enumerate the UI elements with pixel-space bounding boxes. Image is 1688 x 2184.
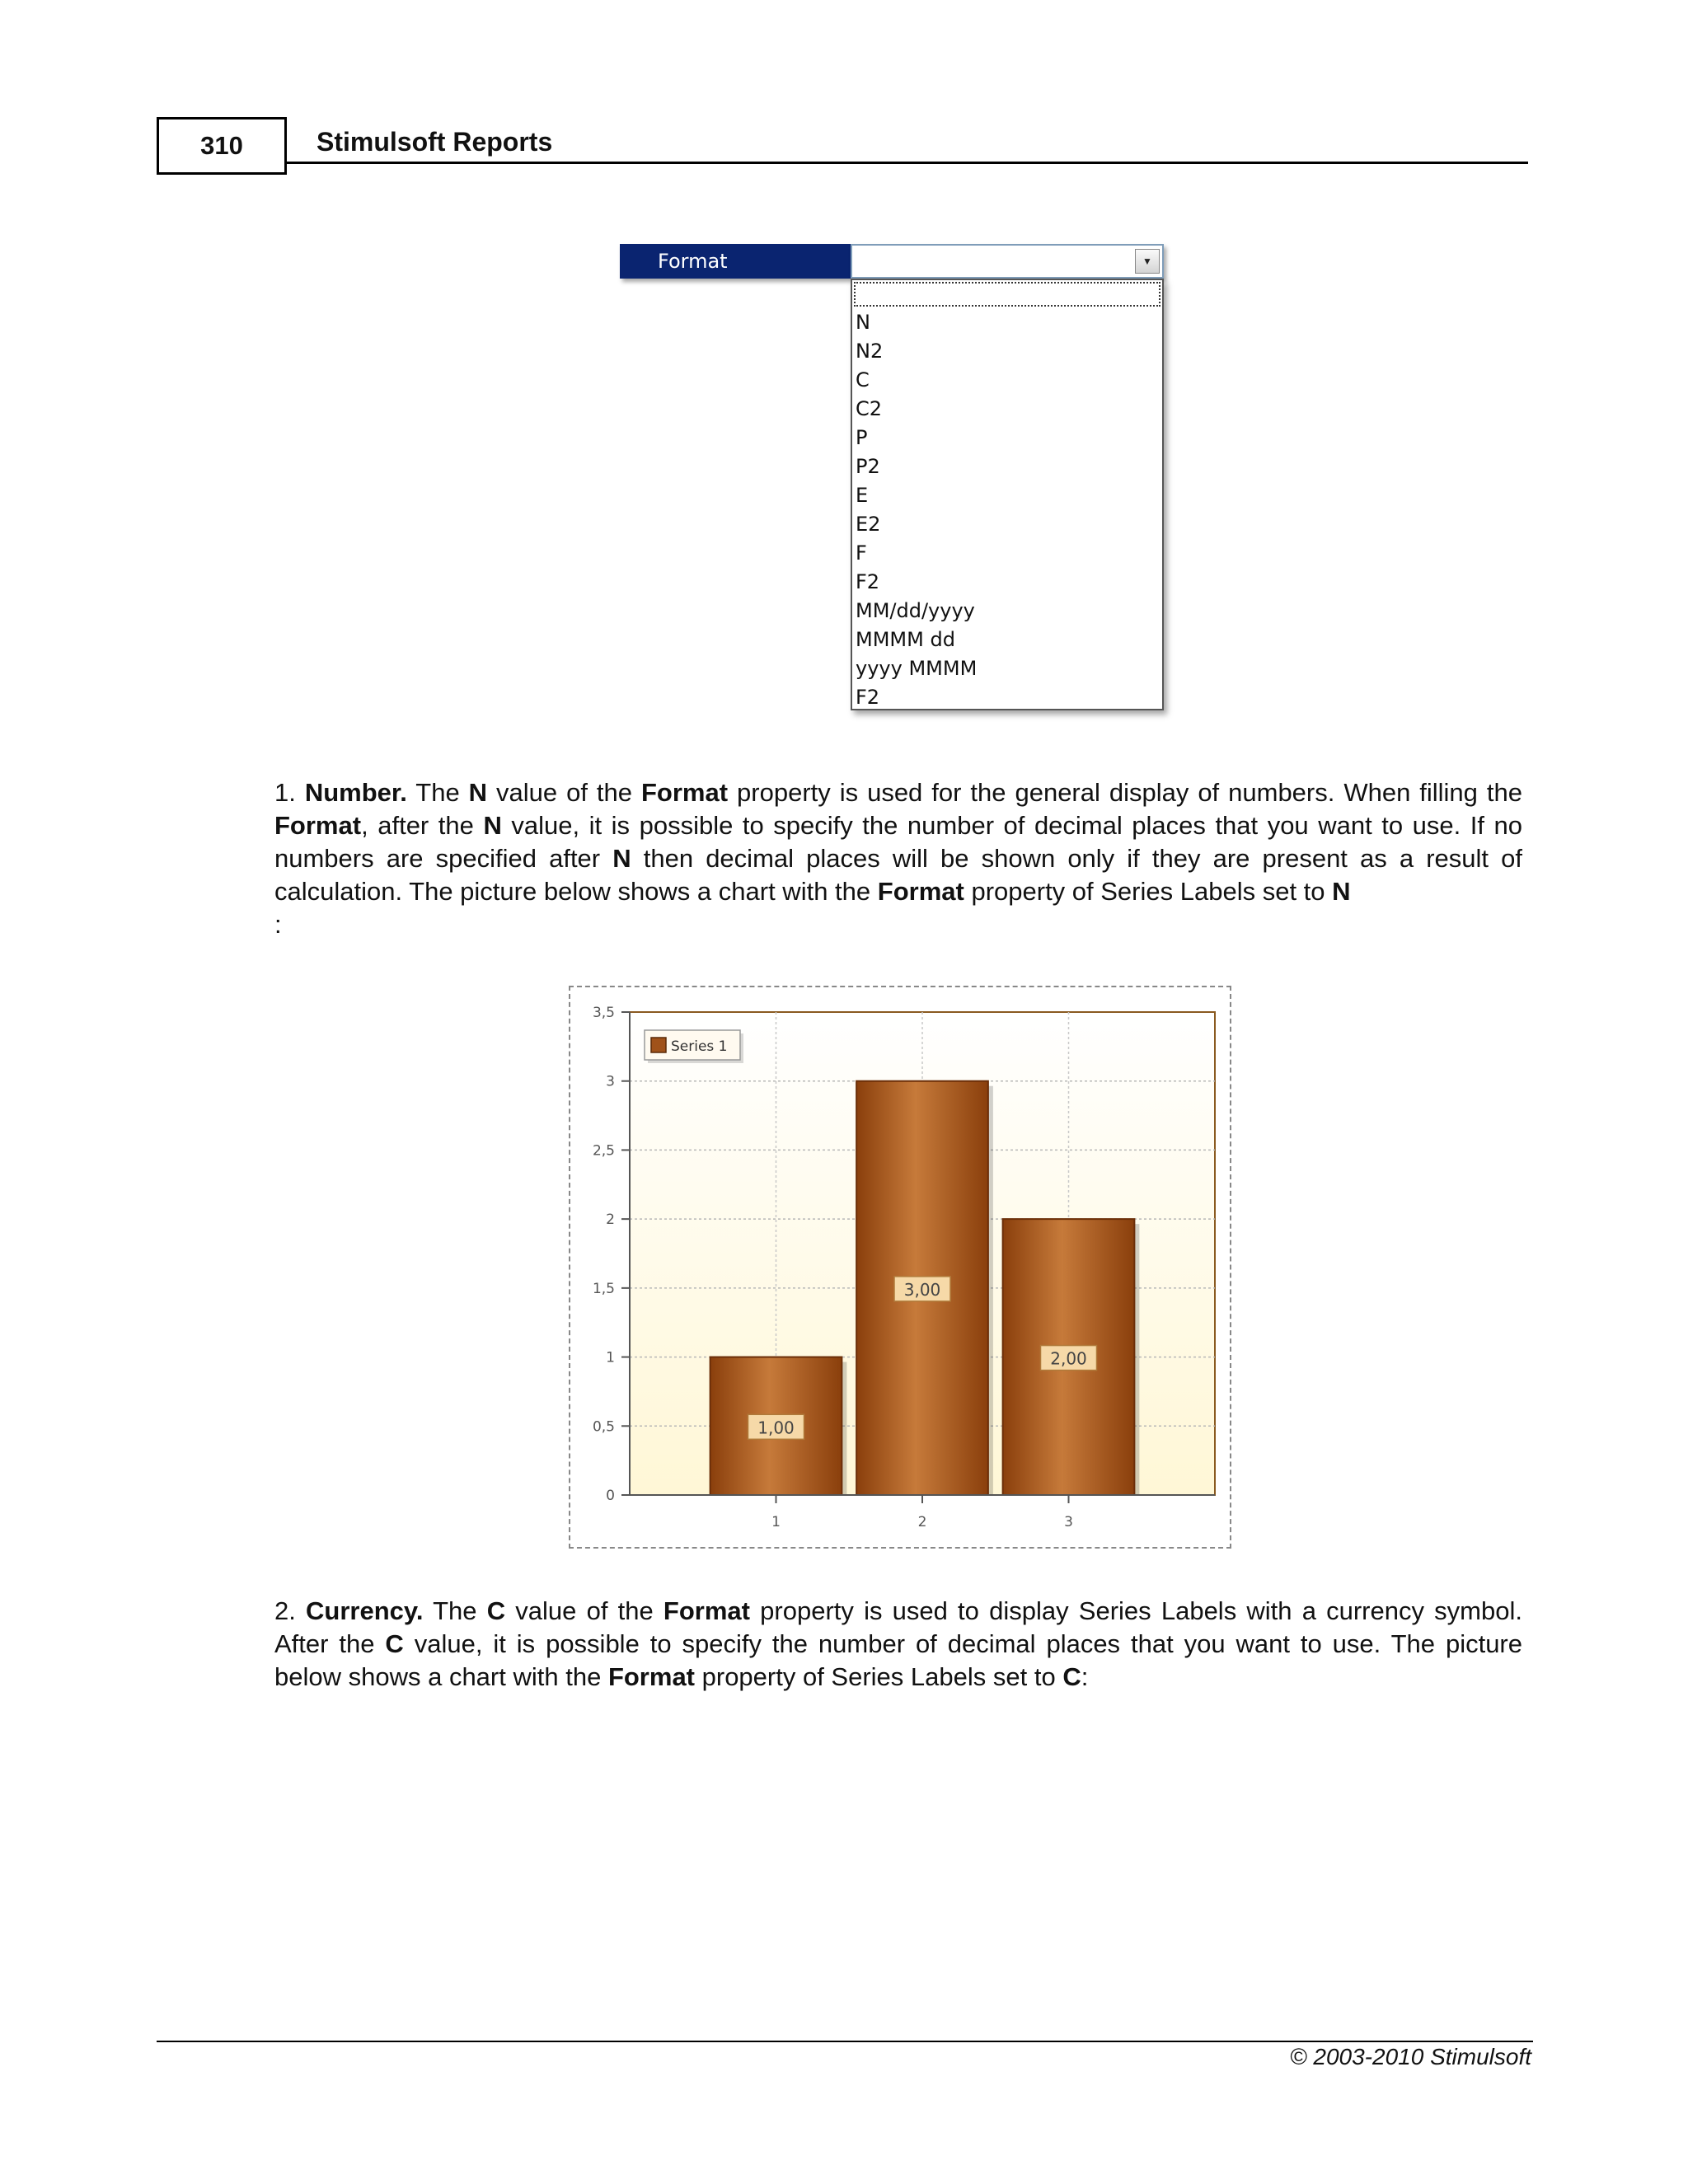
list-item[interactable]: E bbox=[856, 484, 869, 507]
legend bbox=[645, 1030, 743, 1063]
x-tick-label: 2 bbox=[917, 1514, 927, 1530]
list-item[interactable]: C bbox=[856, 368, 870, 391]
text: The bbox=[406, 778, 469, 807]
text: property is used to display Series Labels with a currency symbol. After the bbox=[274, 1596, 1522, 1658]
y-tick-label: 0 bbox=[606, 1488, 615, 1504]
format-property-screenshot bbox=[620, 244, 1164, 715]
data-label: 3,00 bbox=[903, 1279, 941, 1300]
dropdown-arrow-button[interactable] bbox=[1135, 249, 1160, 274]
y-tick-label: 0,5 bbox=[592, 1418, 615, 1436]
format-combo[interactable] bbox=[851, 244, 1164, 279]
term-n: N bbox=[612, 844, 631, 873]
term-format: Format bbox=[663, 1596, 750, 1625]
x-tick-label: 3 bbox=[1064, 1514, 1073, 1530]
chart-svg bbox=[570, 987, 1230, 1547]
list-item[interactable]: MM/dd/yyyy bbox=[856, 599, 975, 622]
header-rule bbox=[287, 162, 1528, 164]
list-item[interactable]: C2 bbox=[856, 397, 883, 420]
data-label: 1,00 bbox=[757, 1418, 795, 1438]
text: : bbox=[1081, 1662, 1089, 1691]
text: : bbox=[274, 910, 282, 939]
list-item[interactable]: E2 bbox=[856, 513, 881, 536]
footer-rule bbox=[157, 2041, 1533, 2042]
term-c: C bbox=[385, 1629, 404, 1658]
chevron-down-icon: ▼ bbox=[1142, 255, 1152, 267]
term-format: Format bbox=[274, 811, 362, 840]
header-title: Stimulsoft Reports bbox=[316, 127, 553, 157]
text: value of the bbox=[487, 778, 641, 807]
para-number: 1. bbox=[274, 778, 296, 807]
text: then decimal places will be shown only if they are present as a result of calculation. The picture below shows a chart with the bbox=[274, 844, 1523, 906]
term-format: Format bbox=[640, 778, 729, 807]
para-number: 2. bbox=[274, 1596, 296, 1625]
text: , after the bbox=[361, 811, 484, 840]
bar-chart bbox=[569, 986, 1231, 1549]
term-c: C bbox=[1062, 1662, 1081, 1691]
text: property of Series Labels set to bbox=[695, 1662, 1063, 1691]
data-label: 2,00 bbox=[1050, 1348, 1087, 1369]
y-tick-label: 2 bbox=[606, 1212, 615, 1229]
list-item[interactable]: F2 bbox=[856, 686, 880, 709]
text: The bbox=[423, 1596, 487, 1625]
term-n: N bbox=[468, 778, 488, 807]
list-item-empty-selected[interactable] bbox=[854, 282, 1160, 307]
list-item[interactable]: F2 bbox=[856, 570, 880, 593]
paragraph-currency bbox=[274, 1595, 1522, 1694]
term-n: N bbox=[1332, 877, 1351, 906]
list-item[interactable]: P bbox=[856, 426, 868, 449]
term-format: Format bbox=[877, 877, 964, 906]
list-item[interactable]: N2 bbox=[856, 340, 884, 363]
page-number: 310 bbox=[157, 117, 287, 175]
text: property of Series Labels set to bbox=[964, 877, 1333, 906]
term-c: C bbox=[486, 1596, 506, 1625]
y-tick-label: 1,5 bbox=[592, 1280, 615, 1297]
text: value, it is possible to specify the number of decimal places that you want to use. The picture below shows a chart with the bbox=[274, 1629, 1522, 1691]
footer-copyright: © 2003-2010 Stimulsoft bbox=[1289, 2044, 1531, 2069]
list-item[interactable]: yyyy MMMM bbox=[856, 657, 978, 680]
legend-label: Series 1 bbox=[671, 1038, 728, 1055]
legend-swatch bbox=[651, 1038, 666, 1052]
x-tick-label: 1 bbox=[771, 1514, 781, 1530]
list-item[interactable]: N bbox=[856, 311, 870, 334]
y-tick-label: 3,5 bbox=[592, 1005, 615, 1021]
list-item[interactable]: P2 bbox=[856, 455, 880, 478]
paragraph-number bbox=[274, 776, 1522, 941]
text: value of the bbox=[505, 1596, 663, 1625]
term-n: N bbox=[483, 811, 502, 840]
y-tick-label: 3 bbox=[606, 1073, 615, 1090]
list-item[interactable]: MMMM dd bbox=[856, 628, 955, 651]
term-currency: Currency. bbox=[306, 1596, 424, 1625]
y-tick-label: 1 bbox=[606, 1349, 615, 1366]
list-item[interactable]: F bbox=[856, 541, 867, 565]
format-options-list[interactable] bbox=[851, 279, 1164, 710]
text: value, it is possible to specify the number of decimal places that you want to use. If no numbers are specified after bbox=[274, 811, 1522, 873]
format-options bbox=[852, 308, 1162, 710]
y-tick-label: 2,5 bbox=[592, 1142, 615, 1160]
text: property is used for the general display of numbers. When filling the bbox=[728, 778, 1522, 807]
term-format: Format bbox=[607, 1662, 696, 1691]
term-number: Number. bbox=[304, 778, 407, 807]
format-property-label: Format bbox=[620, 244, 851, 279]
